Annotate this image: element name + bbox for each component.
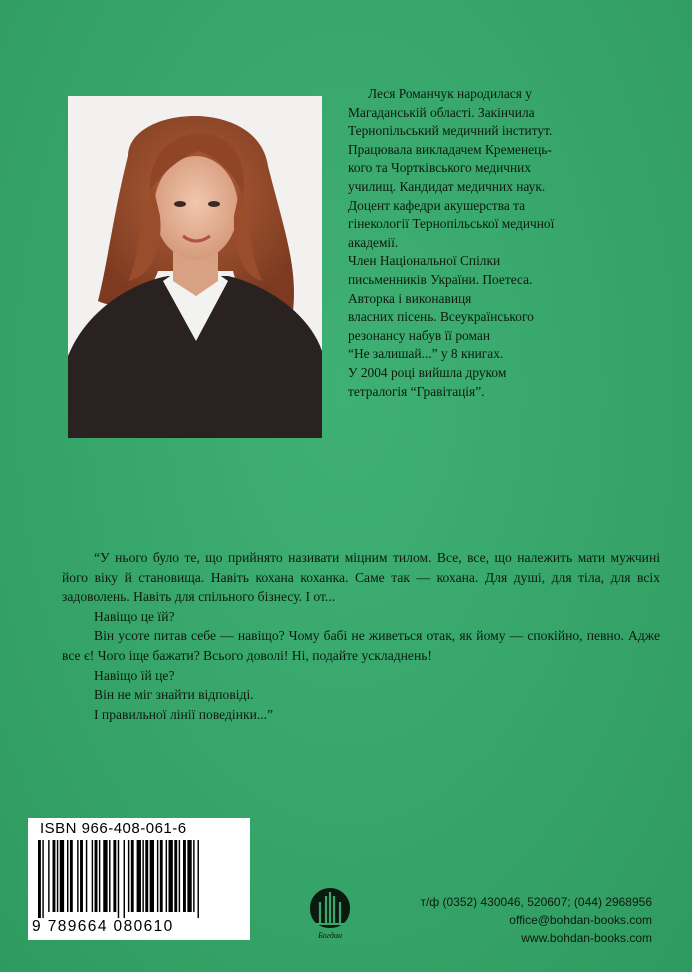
barcode-bar [128, 840, 129, 912]
book-excerpt [62, 548, 660, 724]
barcode-bar [80, 840, 83, 912]
publisher-phone: т/ф (0352) 430046, 520607; (044) 2968956 [420, 895, 652, 909]
barcode-bar [57, 840, 58, 912]
bio-line: У 2004 році вийшла друком [348, 364, 507, 380]
barcode-bar [142, 840, 143, 912]
bio-line: резонансу набув її роман [348, 327, 490, 343]
barcode-bar [118, 840, 119, 918]
bio-line: “Не залишай...” у 8 книгах. [348, 346, 504, 362]
barcode-bar [198, 840, 199, 918]
bio-line: училищ. Кандидат медичних наук. [348, 178, 546, 194]
barcode-bar [124, 840, 125, 918]
excerpt-paragraph: Навіщо їй це? [94, 667, 175, 683]
bio-line: власних пісень. Всеукраїнського [348, 309, 534, 325]
excerpt-paragraph: Навіщо це їй? [94, 608, 175, 624]
excerpt-paragraph: Він усоте питав себе — навіщо? Чому бабі не живеться отак, як йому — спокійно, певно. Адже все є! Чого іще бажати? Всього доволі! Ні, подайте ускладнень! [62, 628, 660, 663]
barcode-bar [131, 840, 134, 912]
barcode-bar [109, 840, 110, 912]
barcode-bar [48, 840, 49, 912]
bio-line: кого та Чортківського медичних [348, 160, 532, 176]
barcode-bar [179, 840, 180, 912]
logo-text: Богдан [318, 931, 342, 940]
barcode-bar [169, 840, 173, 912]
barcode-bar [95, 840, 98, 912]
barcode-bar [42, 840, 43, 918]
barcode-bar [86, 840, 87, 912]
bio-line: Тернопільський медичний інститут. [348, 123, 553, 139]
publisher-website[interactable]: www.bohdan-books.com [521, 931, 652, 945]
barcode-icon [36, 840, 242, 918]
barcode-bar [160, 840, 163, 912]
bio-line: академії. [348, 234, 399, 250]
barcode-bar [183, 840, 186, 912]
bohdan-logo-icon [306, 884, 354, 940]
publisher-logo [306, 884, 354, 940]
isbn-number: ISBN 966-408-061-6 [40, 820, 187, 837]
author-photo [68, 96, 322, 438]
barcode-bar [67, 840, 68, 912]
excerpt-paragraph: І правильної лінії поведінки...” [94, 706, 274, 722]
barcode-bar [137, 840, 141, 912]
publisher-email[interactable]: office@bohdan-books.com [509, 913, 652, 927]
excerpt-paragraph: Він не міг знайти відповіді. [94, 687, 254, 703]
barcode-bar [103, 840, 107, 912]
barcode-bar [113, 840, 116, 912]
barcode-bar [193, 840, 194, 912]
barcode-bar [70, 840, 73, 912]
bio-line: Працювала викладачем Кременець- [348, 141, 552, 157]
author-bio [348, 85, 648, 401]
barcode-bar [60, 840, 64, 912]
barcode-bar [174, 840, 177, 912]
bio-line: Авторка і виконавиця [348, 290, 472, 306]
barcode-bar [157, 840, 158, 912]
barcode-bar [77, 840, 78, 912]
excerpt-paragraph: “У нього було те, що прийнято називати міцним тилом. Все, все, що належить мати мужчині його віку й становища. Навіть кохана коханка. Саме так — кохана. Для душі, для тіла, для всіх задоволень. Навіть для спільного бізнесу. І от... [62, 550, 660, 605]
barcode-bar [166, 840, 167, 912]
bio-line: Магаданській області. Закінчила [348, 104, 535, 120]
bio-line: письменників України. Поетеса. [348, 271, 533, 287]
barcode-bar [187, 840, 191, 912]
barcode-bar [38, 840, 41, 918]
barcode-bar [92, 840, 93, 912]
bio-line: Леся Романчук народилася у [368, 86, 532, 101]
barcode-bar [99, 840, 100, 912]
bio-line: гінекології Тернопільської медичної [348, 216, 555, 232]
bio-line: тетралогія “Гравітація”. [348, 383, 485, 399]
bio-line: Член Національної Спілки [348, 253, 501, 269]
publisher-contacts [420, 893, 652, 947]
barcode-bar [150, 840, 154, 912]
ean-number: 9 789664 080610 [32, 918, 174, 935]
bio-line: Доцент кафедри акушерства та [348, 197, 526, 213]
barcode-bar [145, 840, 148, 912]
barcode-bar [53, 840, 56, 912]
isbn-barcode-block [28, 818, 250, 940]
